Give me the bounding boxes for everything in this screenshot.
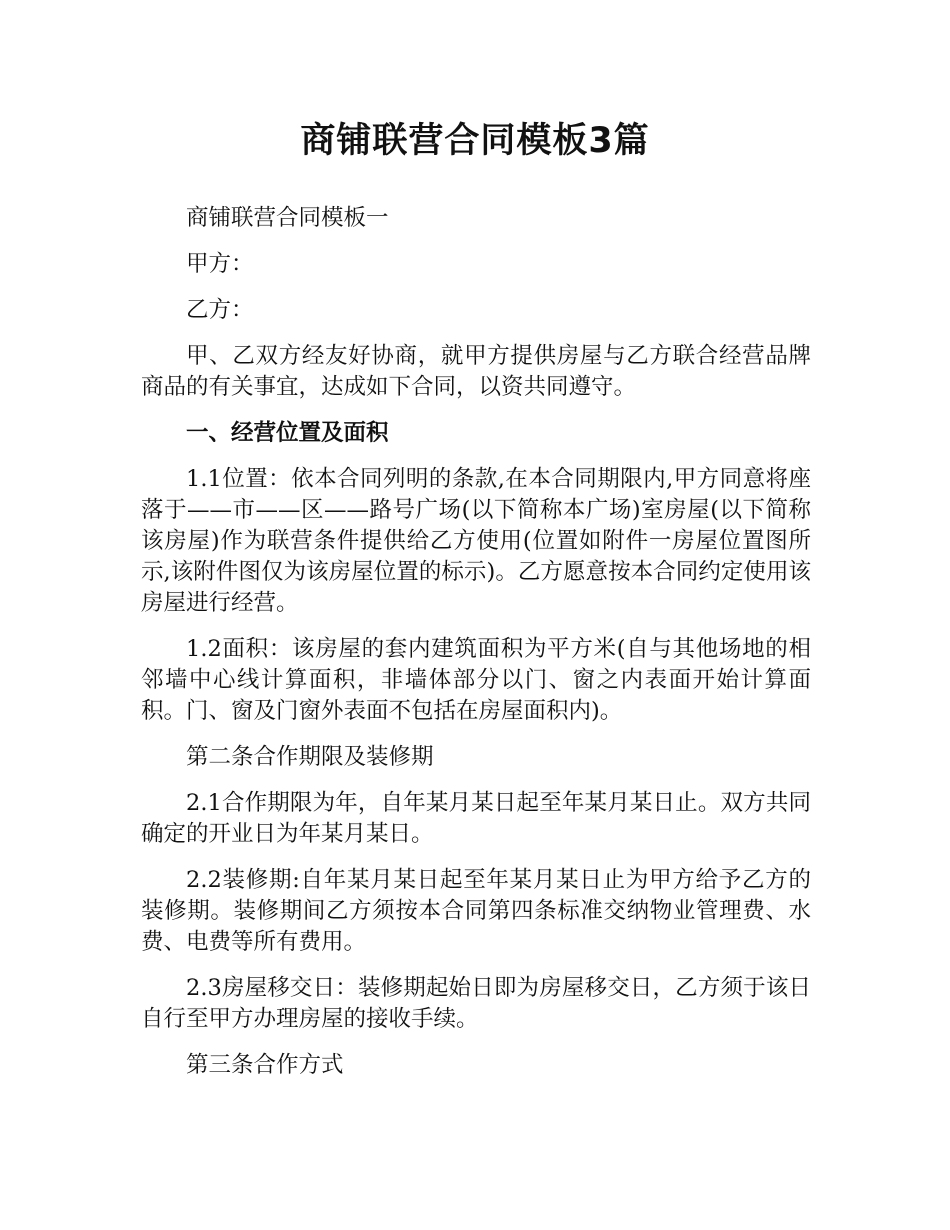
clause-1-2: 1.2面积：该房屋的套内建筑面积为平方米(自与其他场地的相邻墙中心线计算面积，非墙体部分以门、窗之内表面开始计算面积。门、窗及门窗外表面不包括在房屋面积内)。 [141,636,811,724]
article-1-heading: 一、经营位置及面积 [186,420,389,446]
clause-2-2: 2.2装修期:自年某月某日起至年某月某日止为甲方给予乙方的装修期。装修期间乙方须按本合同第四条标准交纳物业管理费、水费、电费等所有费用。 [141,867,811,955]
clause-2-3: 2.3房屋移交日：装修期起始日即为房屋移交日，乙方须于该日自行至甲方办理房屋的接收手续。 [141,975,811,1032]
clause-2-1: 2.1合作期限为年，自年某月某日起至年某月某日止。双方共同确定的开业日为年某月某日。 [141,790,811,847]
party-b-label: 乙方： [186,297,254,323]
article-2-heading: 第二条合作期限及装修期 [186,744,434,770]
article-3-heading: 第三条合作方式 [186,1052,344,1078]
party-a-label: 甲方： [186,251,254,277]
section-heading: 商铺联营合同模板一 [186,205,389,231]
intro-paragraph: 甲、乙双方经友好协商，就甲方提供房屋与乙方联合经营品牌商品的有关事宜，达成如下合同，以资共同遵守。 [141,343,811,400]
clause-1-1: 1.1位置：依本合同列明的条款,在本合同期限内,甲方同意将座落于——市——区——路号广场(以下简称本广场)室房屋(以下简称该房屋)作为联营条件提供给乙方使用(位置如附件一房屋位置图所示,该附件图仅为该房屋位置的标示)。乙方愿意按本合同约定使用该房屋进行经营。 [141,466,811,616]
document-title: 商铺联营合同模板3篇 [300,121,650,161]
document-body [141,203,811,1096]
